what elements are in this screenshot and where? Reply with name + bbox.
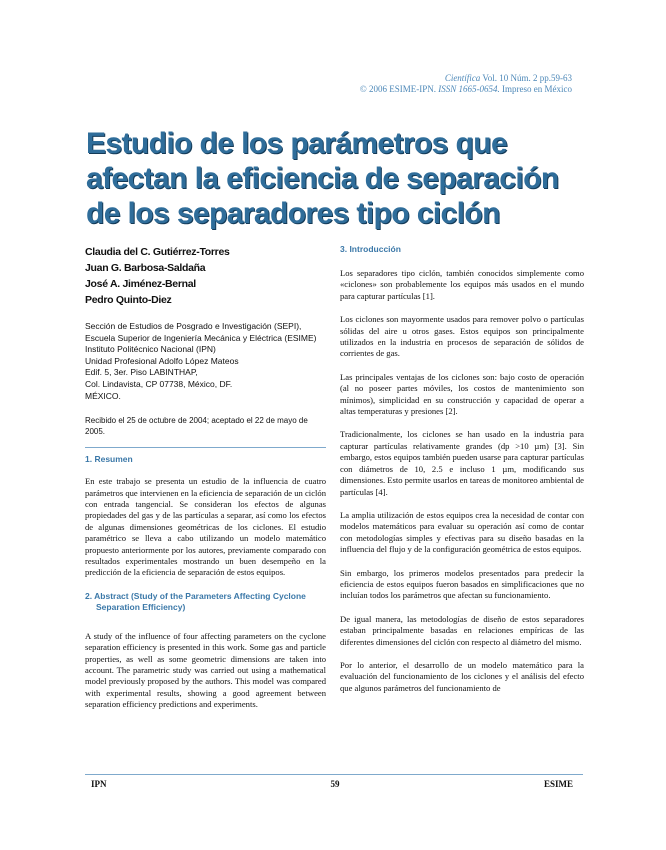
printed-in: Impreso en México: [502, 84, 572, 94]
footer-school: ESIME: [543, 779, 573, 789]
abstract-text: A study of the influence of four affecting parameters on the cyclone separation efficiency is presented in this work. Some gas and particle properties, as well as some geometric dimensions are taken into account. The parametric study was carried out using a mathematical model previously proposed by the authors. This model was compared with experimental results, showing a good agreement between separation efficiency predictions and experiments.: [85, 630, 326, 710]
affiliation-line: Escuela Superior de Ingeniería Mecánica y Eléctrica (ESIME): [85, 332, 317, 343]
affiliation-line: MÉXICO.: [85, 390, 121, 401]
intro-heading: 3. Introducción: [340, 244, 401, 254]
intro-paragraph: Tradicionalmente, los ciclones se han usado en la industria para capturar partículas relativamente grandes (dp >10 µm) [3]. Sin embargo, estos equipos también pueden usarse para capturar partículas con diámetros de 10, 2.5 e incluso 1 µm, modificando sus dimensiones. Esto permite usarlos en tareas de monitoreo ambiental de partículas [4].: [340, 429, 584, 497]
intro-paragraph: De igual manera, las metodologías de diseño de estos separadores estaban principalmente basadas en relaciones empíricas de las diferentes dimensiones del ciclón con respecto al diámetro del mismo.: [340, 613, 584, 647]
resumen-heading: 1. Resumen: [85, 454, 133, 465]
intro-paragraph: Los ciclones son mayormente usados para remover polvo o partículas sólidas del aire u otros gases. Estos equipos son principalmente utilizados en la industria en procesos de separación de sólidos de corrientes de gas.: [340, 314, 584, 359]
page-number: 59: [330, 779, 340, 789]
article-title: Estudio de los parámetros que afectan la eficiencia de separación de los separadores tipo ciclón: [86, 127, 559, 230]
left-column: [85, 244, 326, 711]
affiliation-line: Sección de Estudios de Posgrado e Investigación (SEPI),: [85, 321, 302, 331]
received-date: Recibido el 25 de octubre de 2004; aceptado el 22 de mayo de 2005.: [85, 416, 308, 437]
author: Pedro Quinto-Diez: [85, 294, 172, 306]
intro-paragraph: Los separadores tipo ciclón, también conocidos simplemente como «ciclones» son probablemente los equipos más usados en el mundo para capturar partículas [1].: [340, 268, 584, 301]
volume-info: Vol. 10 Núm. 2 pp.59-63: [482, 73, 572, 83]
section-divider: [85, 447, 326, 448]
footer-rule: [85, 774, 583, 775]
intro-paragraph: Por lo anterior, el desarrollo de un modelo matemático para la evaluación del funcionamiento de los ciclones y el análisis del efecto que algunos parámetros del funcionamiento de: [340, 659, 584, 693]
copyright: © 2006 ESIME-IPN.: [359, 84, 437, 94]
resumen-text: En este trabajo se presenta un estudio de la influencia de cuatro parámetros que intervienen en la eficiencia de separación de un ciclón con entrada tangencial. Se consideran los efectos de algunas propiedades del gas y de las partículas a separar, así como los efectos de algunas dimensiones geométricas de los ciclones. El estudio paramétrico se lleva a cabo utilizando un modelo matemático propuesto anteriormente por los autores, previamente comparado con resultados experimentales mostrando un buen desempeño en la predicción de la eficiencia de separación de estos equipos.: [85, 476, 326, 578]
journal-name: Científica: [444, 73, 481, 83]
affiliation-line: Edif. 5, 3er. Piso LABINTHAP,: [85, 367, 198, 378]
author: José A. Jiménez-Bernal: [85, 278, 196, 290]
author-list: [85, 244, 326, 308]
affiliation-line: Instituto Politécnico Nacional (IPN): [85, 344, 216, 355]
journal-header: [360, 73, 572, 95]
abstract-heading: 2. Abstract (Study of the Parameters Affecting Cyclone Separation Efficiency): [85, 590, 306, 612]
affiliation-line: Unidad Profesional Adolfo López Mateos: [85, 355, 239, 366]
author: Claudia del C. Gutiérrez-Torres: [85, 246, 230, 258]
right-column: [340, 244, 584, 694]
author: Juan G. Barbosa-Saldaña: [85, 262, 206, 274]
footer-institution: IPN: [91, 779, 107, 789]
affiliation-line: Col. Lindavista, CP 07738, México, DF.: [85, 378, 233, 389]
affiliation: [85, 321, 326, 402]
issn: ISSN 1665-0654.: [438, 84, 500, 94]
intro-paragraph: Sin embargo, los primeros modelos presentados para predecir la eficiencia de estos equipos fueron basados en simplificaciones que no incluían todos los parámetros que afectan su funcionamiento.: [340, 567, 584, 601]
intro-paragraph: Las principales ventajas de los ciclones son: bajo costo de operación (al no poseer partes móviles, los costos de mantenimiento son mínimos), simplicidad en su construcción y capacidad de operar a altas temperaturas y presiones [2].: [340, 371, 584, 417]
intro-paragraph: La amplia utilización de estos equipos crea la necesidad de contar con modelos matemáticos para evaluar su operación así como de contar con metodologías simples y efectivas para su diseño basadas en la influencia del flujo y de la configuración geométrica de estos equipos.: [340, 509, 584, 555]
